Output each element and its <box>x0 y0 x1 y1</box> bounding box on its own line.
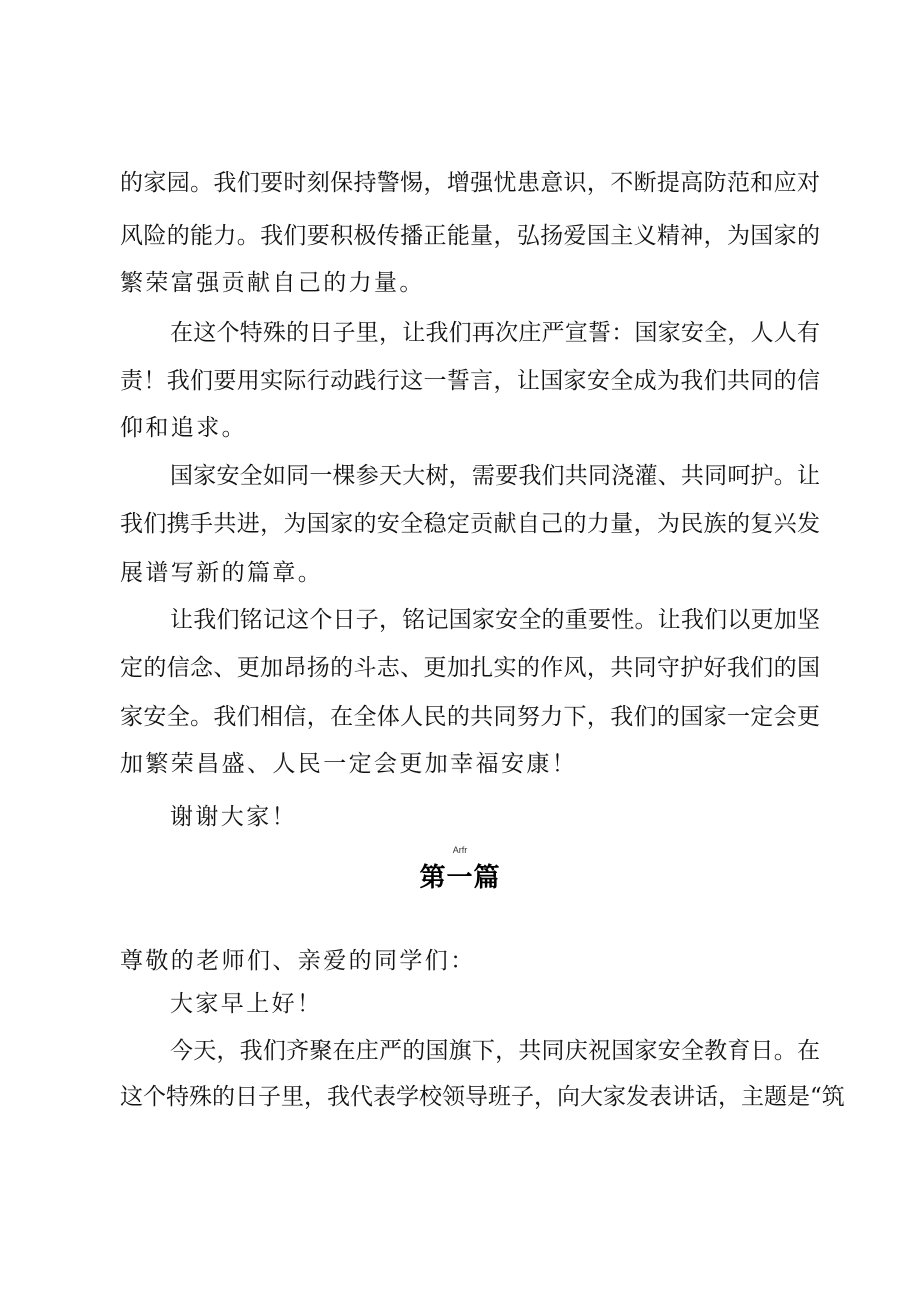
paragraph-line: 风险的能力。我们要积极传播正能量，弘扬爱国主义精神，为国家的 <box>120 223 820 249</box>
paragraph-line: 繁荣富强贡献自己的力量。 <box>120 270 425 296</box>
paragraph-line: 在这个特殊的日子里，让我们再次庄严宣誓：国家安全，人人有 <box>170 320 820 346</box>
closing-line: 谢谢大家！ <box>170 804 297 830</box>
paragraph-line: 我们携手共进，为国家的安全稳定贡献自己的力量，为民族的复兴发 <box>120 511 820 537</box>
paragraph-line: 的家园。我们要时刻保持警惕，增强忧患意识，不断提高防范和应对 <box>120 170 820 196</box>
greeting: 大家早上好！ <box>170 991 323 1017</box>
paragraph-line: 责！我们要用实际行动践行这一誓言，让国家安全成为我们共同的信 <box>120 368 820 394</box>
paragraph-line: 家安全。我们相信，在全体人民的共同努力下，我们的国家一定会更 <box>120 704 820 730</box>
section-marker: Arfr <box>452 845 468 855</box>
paragraph-line: 这个特殊的日子里，我代表学校领导班子，向大家发表讲话，主题是“筑 <box>120 1084 845 1110</box>
paragraph-line: 国家安全如同一棵参天大树，需要我们共同浇灌、共同呵护。让 <box>170 463 820 489</box>
paragraph-line: 展谱写新的篇章。 <box>120 560 324 586</box>
paragraph-line: 定的信念、更加昂扬的斗志、更加扎实的作风，共同守护好我们的国 <box>120 655 820 681</box>
paragraph-line: 加繁荣昌盛、人民一定会更加幸福安康！ <box>120 751 578 777</box>
paragraph-line: 今天，我们齐聚在庄严的国旗下，共同庆祝国家安全教育日。在 <box>170 1038 820 1064</box>
section-title: 第一篇 <box>419 863 501 893</box>
paragraph-line: 让我们铭记这个日子，铭记国家安全的重要性。让我们以更加坚 <box>170 607 820 633</box>
paragraph-line: 仰和追求。 <box>120 415 247 441</box>
salutation: 尊敬的老师们、亲爱的同学们： <box>120 948 476 974</box>
